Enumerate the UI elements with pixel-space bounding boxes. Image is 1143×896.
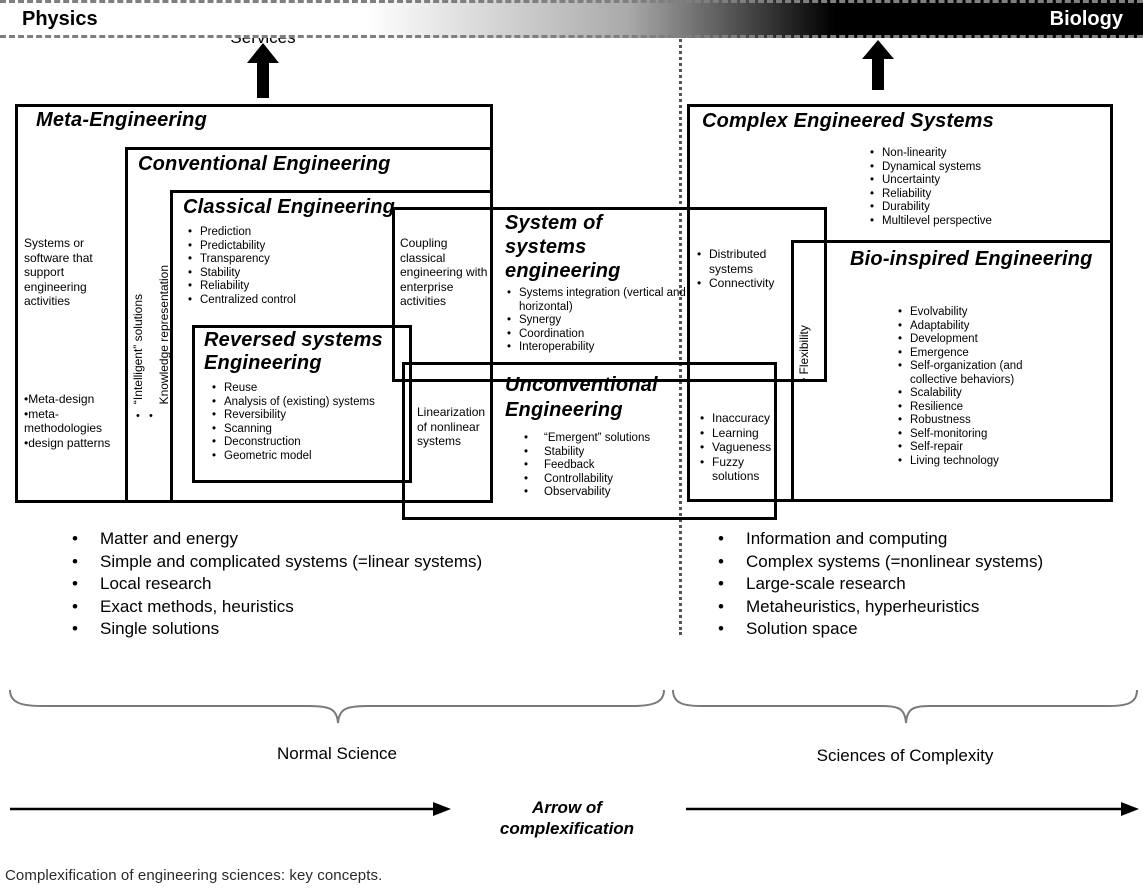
bio-item: • Self-repair [896,441,1068,455]
reversed-item: • Analysis of (existing) systems [210,396,410,410]
ces-lower-item: • Vagueness [698,440,778,455]
unconventional-item: • Controllability [520,473,740,487]
reversed-list [210,382,410,463]
conventional-engineering-title: Conventional Engineering [138,153,391,175]
classical-item: • Predictability [186,240,456,254]
normal-science-label: Normal Science [277,744,397,763]
ces-list [868,147,1068,228]
reversed-item: • Reuse [210,382,410,396]
arrow-right-icon [10,799,452,819]
meta-bullet-item: •meta-methodologies [24,406,103,435]
reversed-systems-title: Reversed systems Engineering [204,329,383,374]
classical-engineering-title: Classical Engineering [183,196,396,218]
arrow-label-line2: complexification [499,819,635,838]
right-summary-item: • Metaheuristics, hyperheuristics [712,596,1142,619]
physics-biology-gradient-bar [0,0,1143,38]
conventional-bullet-markers: • • [136,410,153,422]
right-brace [671,687,1139,729]
right-summary-item: • Complex systems (=nonlinear systems) [712,551,1142,574]
bio-item: • Robustness [896,414,1068,428]
conventional-rotated-strip [131,196,173,404]
sose-item: • Coordination [505,328,690,342]
ces-item: • Durability [868,201,1068,215]
sose-list [505,287,690,355]
unconventional-item: • “Emergent” solutions [520,432,740,446]
ces-lower-item: • Inaccuracy [698,411,778,426]
arrow-up-icon [246,43,280,98]
meta-description: Systems or software that support engineering activities [24,236,93,308]
meta-engineering-title: Meta-Engineering [36,109,207,131]
left-summary-item: • Local research [66,573,606,596]
left-summary-item: • Matter and energy [66,528,606,551]
bio-item: • Emergence [896,347,1068,361]
classical-item: • Transparency [186,253,456,267]
ces-item: • Multilevel perspective [868,215,1068,229]
intelligent-solutions-vertical-label: “Intelligent” solutions [131,293,145,404]
left-brace [8,687,666,729]
unconventional-item: • Stability [520,446,740,460]
ces-item: • Non-linearity [868,147,1068,161]
ces-lower-list [698,411,778,484]
reversed-item: • Geometric model [210,450,410,464]
classical-item: • Prediction [186,226,456,240]
arrow-of-complexification-label [482,797,652,839]
ces-left-list [695,247,779,291]
unconventional-item: • Observability [520,486,740,500]
coupling-note: Coupling classical engineering with enterprise activities [400,236,488,308]
reversed-item: • Reversibility [210,409,410,423]
bio-item: • Self-organization (and collective behaviors) [896,360,1068,387]
unconventional-item: • Feedback [520,459,740,473]
arrow-right-icon [686,799,1140,819]
system-of-systems-title: System of systems engineering [505,212,621,282]
right-summary-list [712,528,1142,641]
bio-item: • Adaptability [896,320,1068,334]
left-summary-item: • Exact methods, heuristics [66,596,606,619]
sose-item: • Interoperability [505,341,690,355]
bio-item: • Resilience [896,401,1068,415]
linearization-note: Linearization of nonlinear systems [417,405,486,448]
reversed-item: • Deconstruction [210,436,410,450]
ces-item: • Reliability [868,188,1068,202]
classical-item: • Centralized control [186,294,456,308]
ces-title: Complex Engineered Systems [702,110,994,132]
left-summary-list [66,528,606,641]
bio-list [896,306,1068,468]
ces-item: • Dynamical systems [868,161,1068,175]
bio-item: • Self-monitoring [896,428,1068,442]
meta-bullet-item: •design patterns [24,435,111,450]
ces-lower-item: • Fuzzy solutions [698,455,778,484]
ces-item: • Uncertainty [868,174,1068,188]
left-summary-item: • Single solutions [66,618,606,641]
sose-item: • Systems integration (vertical and horizontal) [505,287,690,314]
right-summary-item: • Solution space [712,618,1142,641]
flexibility-vertical-label: • Flexibility [797,325,811,382]
physics-label: Physics [22,8,98,30]
classical-item: • Stability [186,267,456,281]
classical-item: • Reliability [186,280,456,294]
bio-item: • Evolvability [896,306,1068,320]
sose-item: • Synergy [505,314,690,328]
reversed-item: • Scanning [210,423,410,437]
ces-left-item: • Distributed systems [695,247,779,276]
bio-item: • Scalability [896,387,1068,401]
meta-bullet-item: •Meta-design [24,392,95,406]
ces-left-item: • Connectivity [695,276,779,291]
knowledge-representation-vertical-label: Knowledge representation [157,264,171,404]
unconventional-title: Unconventional Engineering [505,374,658,421]
bio-item: • Living technology [896,455,1068,469]
bio-item: • Development [896,333,1068,347]
right-summary-item: • Information and computing [712,528,1142,551]
bio-inspired-title: Bio-inspired Engineering [850,248,1093,270]
ces-lower-item: • Learning [698,426,778,441]
right-summary-item: • Large-scale research [712,573,1142,596]
sciences-of-complexity-label: Sciences of Complexity [816,746,994,765]
biology-label: Biology [1049,8,1123,30]
figure-caption: Complexification of engineering sciences: key concepts. [5,867,383,884]
arrow-label-line1: Arrow of [532,798,602,817]
left-summary-item: • Simple and complicated systems (=linear systems) [66,551,606,574]
arrow-up-icon [861,40,895,90]
meta-bullet-list [24,392,120,450]
